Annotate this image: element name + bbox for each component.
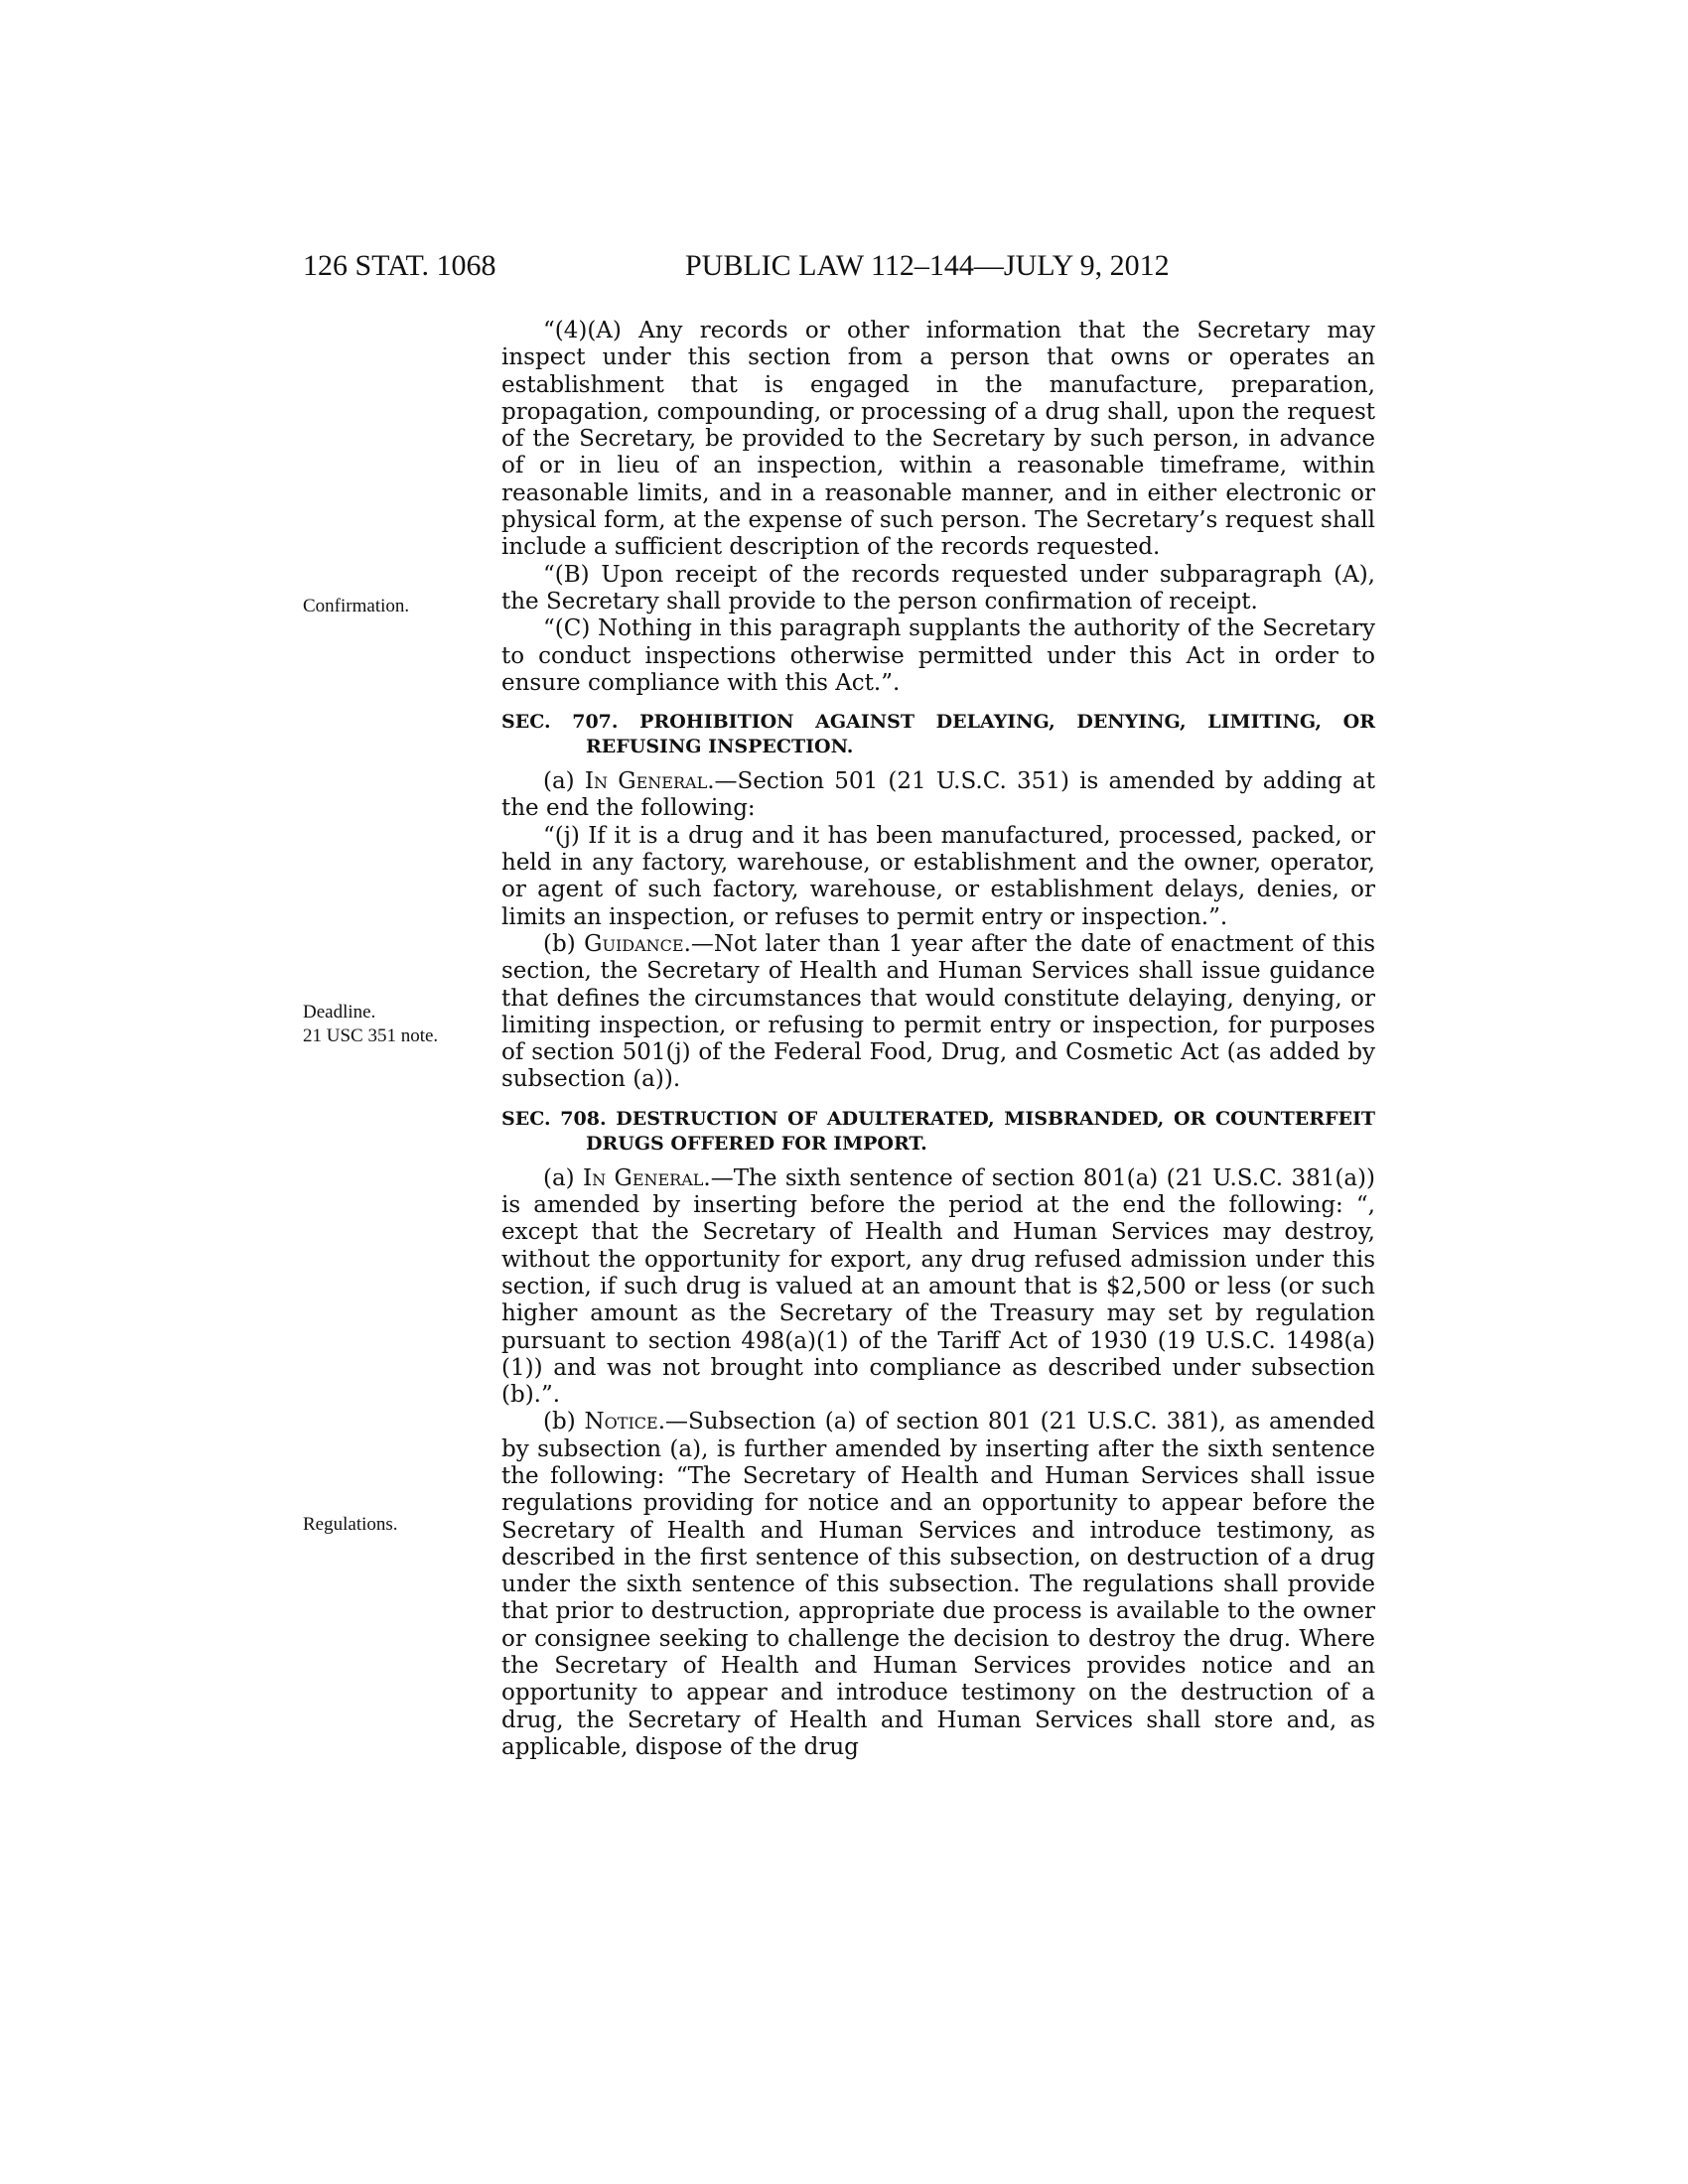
section-707-heading: SEC. 707. PROHIBITION AGAINST DELAYING, DENYING, LIMITING, OR REFUSING INSPECTION. xyxy=(501,711,1375,758)
section-708a: (a) In General.—The sixth sentence of section 801(a) (21 U.S.C. 381(a)) is amended by inserting before the period at the end the following: “, except that the Secretary of Health and Human Services may destroy, without the opportunity for export, any drug refused admission under this section, if such drug is valued at an amount that is $2,500 or less (or such higher amount as the Secretary of the Treasury may set by regulation pursuant to section 498(a)(1) of the Tariff Act of 1930 (19 U.S.C. 1498(a)(1)) and was not brought into compliance as described under subsection (b).”. xyxy=(501,1164,1375,1409)
margin-note-deadline: Deadline. xyxy=(303,1002,376,1023)
margin-note-confirmation: Confirmation. xyxy=(303,596,410,616)
subsection-heading: Notice xyxy=(584,1409,658,1435)
subsection-heading: In General xyxy=(583,1164,704,1191)
section-707-quoted-j: “(j) If it is a drug and it has been manufactured, processed, packed, or held in any factory, warehouse, or establishment and the owner, operator, or agent of such factory, warehouse, or establishment delays, denies, or limits an inspection, or refuses to permit entry or inspection.”. xyxy=(501,822,1375,930)
paragraph-4c: “(C) Nothing in this paragraph supplants the authority of the Secretary to conduct inspections otherwise permitted under this Act in order to ensure compliance with this Act.”. xyxy=(501,615,1375,696)
section-708-heading: SEC. 708. DESTRUCTION OF ADULTERATED, MISBRANDED, OR COUNTERFEIT DRUGS OFFERED FOR IMPORT. xyxy=(501,1107,1375,1155)
paragraph-4b: “(B) Upon receipt of the records requested under subparagraph (A), the Secretary shall provide to the person confirmation of receipt. xyxy=(501,561,1375,614)
section-708b: (b) Notice.—Subsection (a) of section 801 (21 U.S.C. 381), as amended by subsection (a), is further amended by inserting after the sixth sentence the following: “The Secretary of Health and Human Services shall issue regulations providing for notice and an opportunity to appear before the Secretary of Health and Human Services and introduce testimony, as described in the first sentence of this subsection, on destruction of a drug under the sixth sentence of this subsection. The regulations shall provide that prior to destruction, appropriate due process is available to the owner or consignee seeking to challenge the decision to destroy the drug. Where the Secretary of Health and Human Services provides notice and an opportunity to appear and introduce testimony on the destruction of a drug, the Secretary of Health and Human Services shall store and, as applicable, dispose of the drug xyxy=(501,1409,1376,1760)
public-law-header: PUBLIC LAW 112–144—JULY 9, 2012 xyxy=(685,249,1170,282)
stat-page-number: 126 STAT. 1068 xyxy=(303,249,496,282)
section-707a: (a) In General.—Section 501 (21 U.S.C. 351) is amended by adding at the end the following: xyxy=(501,768,1376,822)
margin-note-usc: 21 USC 351 note. xyxy=(303,1025,439,1046)
text-column xyxy=(501,318,1375,1761)
paragraph-4a: “(4)(A) Any records or other information that the Secretary may inspect under this section from a person that owns or operates an establishment that is engaged in the manufacture, preparation, propagation, compounding, or processing of a drug shall, upon the request of the Secretary, be provided to the Secretary by such person, in advance of or in lieu of an inspection, within a reasonable timeframe, within reasonable limits, and in a reasonable manner, and in either electronic or physical form, at the expense of such person. The Secretary’s request shall include a sufficient description of the records requested. xyxy=(501,318,1375,561)
margin-note-regulations: Regulations. xyxy=(303,1514,398,1535)
subsection-heading: In General xyxy=(584,768,708,795)
section-707b: (b) Guidance.—Not later than 1 year after the date of enactment of this section, the Secretary of Health and Human Services shall issue guidance that defines the circumstances that would constitute delaying, denying, or limiting inspection, or refusing to permit entry or inspection, for purposes of section 501(j) of the Federal Food, Drug, and Cosmetic Act (as added by subsection (a)). xyxy=(501,930,1376,1093)
subsection-heading: Guidance xyxy=(584,930,684,957)
